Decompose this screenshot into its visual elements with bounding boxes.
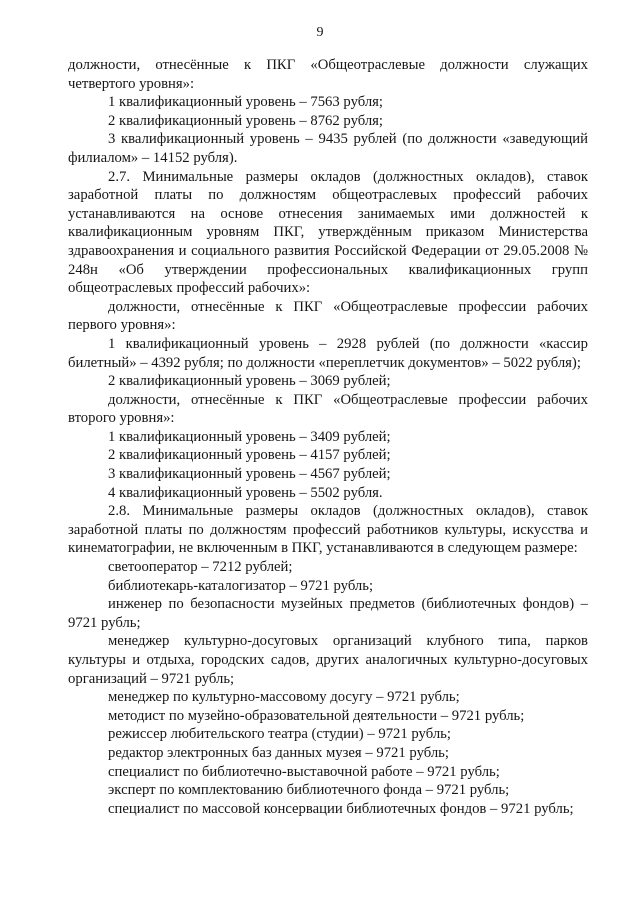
list-item: 2 квалификационный уровень – 4157 рублей; (108, 447, 391, 464)
list-item: специалист по библиотечно-выставочной работе – 9721 рубль; (108, 763, 500, 780)
list-item: библиотекарь-каталогизатор – 9721 рубль; (108, 577, 374, 594)
list-item: инженер по безопасности музейных предметов (библиотечных фондов) – 9721 рубль; (68, 596, 588, 631)
list-item: 1 квалификационный уровень – 7563 рубля; (108, 94, 383, 111)
list-item: 1 квалификационный уровень – 2928 рублей (по должности «кассир билетный» – 4392 рубля; по должности «переплетчик документов» – 5022 рубля); (68, 335, 588, 371)
list-item: специалист по массовой консервации библиотечных фондов – 9721 рубль; (108, 800, 574, 817)
list-item: эксперт по комплектованию библиотечного фонда – 9721 рубль; (108, 782, 510, 799)
document-body (68, 56, 588, 818)
paragraph-workers-first-level: должности, отнесённые к ПКГ «Общеотраслевые профессии рабочих первого уровня»: (68, 298, 588, 334)
list-item: методист по музейно-образовательной деятельности – 9721 рубль; (108, 707, 525, 724)
paragraph-fourth-level-positions: должности, отнесённые к ПКГ «Общеотраслевые должности служащих четвертого уровня»: (68, 57, 588, 92)
page-number: 9 (316, 25, 324, 40)
list-item: 2 квалификационный уровень – 3069 рублей; (108, 373, 391, 390)
list-item: светооператор – 7212 рублей; (108, 559, 293, 576)
list-item: 2 квалификационный уровень – 8762 рубля; (108, 112, 383, 129)
list-item: редактор электронных баз данных музея – 9721 рубль; (108, 744, 449, 761)
list-item: 1 квалификационный уровень – 3409 рублей; (108, 428, 391, 445)
list-item: режиссер любительского театра (студии) – 9721 рубль; (108, 726, 451, 743)
list-item: 4 квалификационный уровень – 5502 рубля. (108, 484, 383, 501)
paragraph-section-2-8: 2.8. Минимальные размеры окладов (должностных окладов), ставок заработной платы по должностям профессий работников культуры, искусства и кинематографии, не включенным в ПКГ, устанавливаются в следующем размере: (68, 503, 588, 557)
list-item: менеджер по культурно-массовому досугу – 9721 рубль; (108, 689, 460, 706)
paragraph-section-2-7: 2.7. Минимальные размеры окладов (должностных окладов), ставок заработной платы по должностям общеотраслевых профессий рабочих устанавливаются на основе отнесения занимаемых ими должностей к квалификационным уровням ПКГ, утверждённым приказом Министерства здравоохранения и социального развития Российской Федерации от 29.05.2008 № 248н «Об утверждении профессиональных квалификационных групп общеотраслевых профессий рабочих»: (68, 168, 588, 297)
list-item: 3 квалификационный уровень – 4567 рублей; (108, 466, 391, 483)
list-item: 3 квалификационный уровень – 9435 рублей (по должности «заведующий филиалом» – 14152 рубля). (68, 131, 588, 166)
paragraph-workers-second-level: должности, отнесённые к ПКГ «Общеотраслевые профессии рабочих второго уровня»: (68, 391, 588, 427)
list-item: менеджер культурно-досуговых организаций клубного типа, парков культуры и отдыха, городских садов, других аналогичных культурно-досуговых организаций – 9721 рубль; (68, 633, 588, 687)
